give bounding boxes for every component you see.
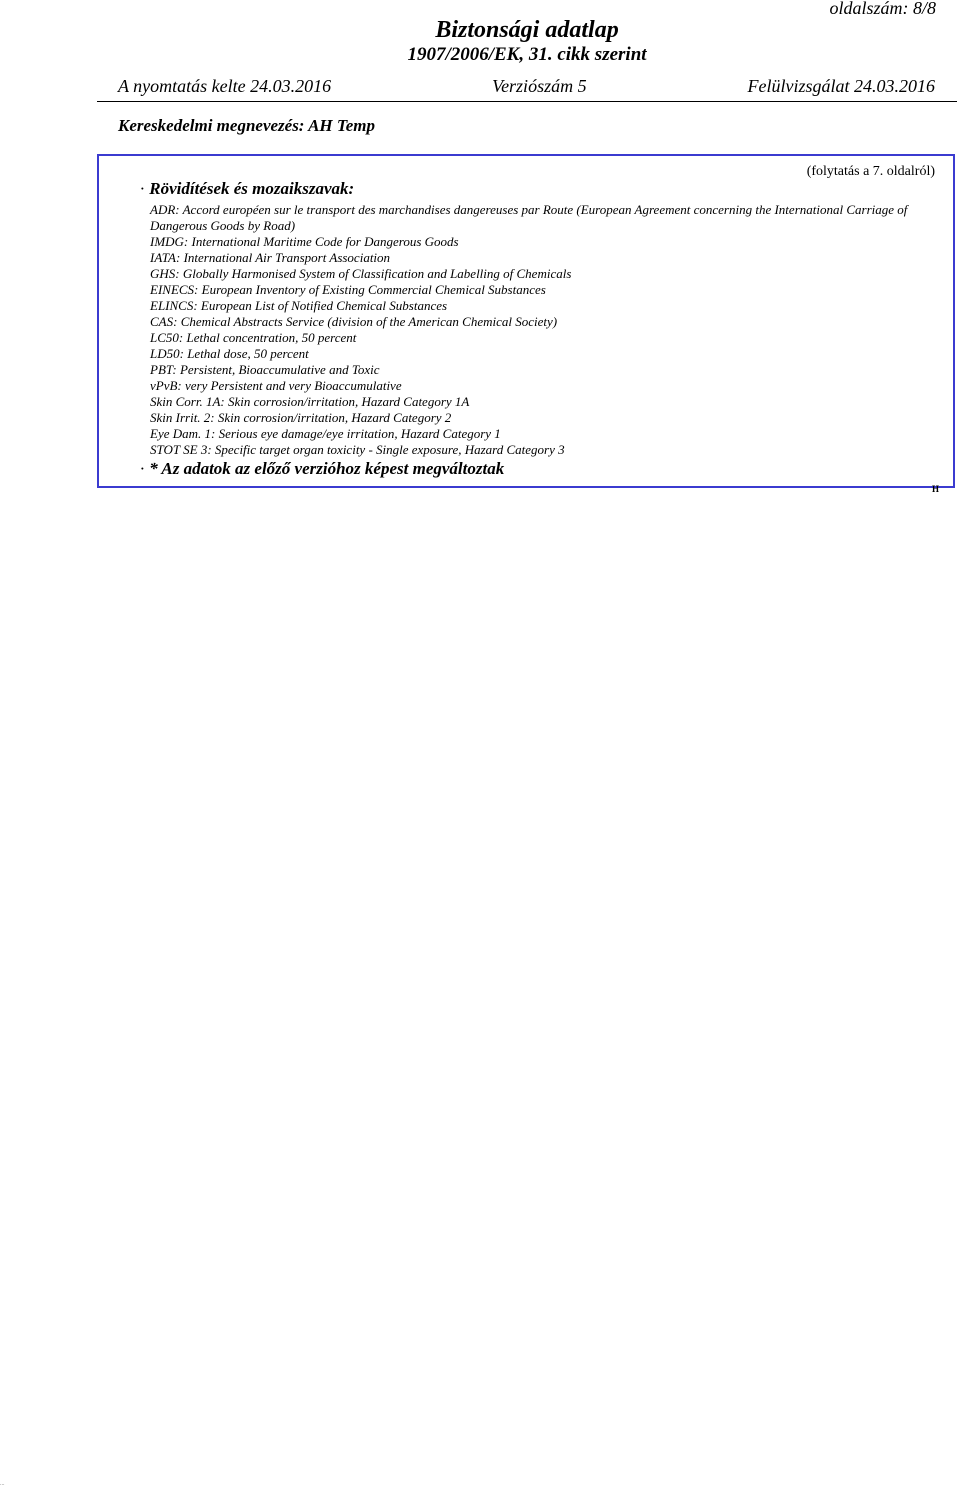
document-title: Biztonsági adatlap — [435, 17, 619, 43]
abbreviations-heading-text: Rövidítések és mozaikszavak: — [149, 179, 355, 198]
version-number: Verziószám 5 — [492, 76, 587, 96]
bullet-mark: · — [140, 459, 145, 478]
list-item: Eye Dam. 1: Serious eye damage/eye irritation, Hazard Category 1 — [150, 426, 501, 441]
continued-note: (folytatás a 7. oldalról) — [806, 164, 935, 179]
list-item: ELINCS: European List of Notified Chemical Substances — [150, 298, 448, 313]
abbreviations-heading — [140, 179, 354, 199]
list-item: vPvB: very Persistent and very Bioaccumulative — [150, 378, 402, 393]
changed-data-note — [140, 459, 504, 479]
page-number: oldalszám: 8/8 — [829, 0, 936, 18]
bullet-mark: · — [140, 179, 145, 198]
header-divider — [97, 101, 957, 102]
list-item: LD50: Lethal dose, 50 percent — [150, 346, 309, 361]
footer-mark: ... — [0, 1481, 5, 1487]
language-mark: H — [932, 484, 940, 494]
list-item: IMDG: International Maritime Code for Dangerous Goods — [150, 234, 459, 249]
changed-data-note-text: * Az adatok az előző verzióhoz képest megváltoztak — [149, 459, 505, 478]
list-item: CAS: Chemical Abstracts Service (division of the American Chemical Society) — [150, 314, 558, 329]
print-date: A nyomtatás kelte 24.03.2016 — [118, 76, 332, 96]
list-item: ADR: Accord européen sur le transport des marchandises dangereuses par Route (European Agreement concerning the International Carriage of Dangerous Goods by Road) — [150, 202, 908, 233]
list-item: LC50: Lethal concentration, 50 percent — [150, 330, 357, 345]
trade-name: Kereskedelmi megnevezés: AH Temp — [118, 116, 375, 135]
list-item: GHS: Globally Harmonised System of Classification and Labelling of Chemicals — [150, 266, 572, 281]
document-subtitle: 1907/2006/EK, 31. cikk szerint — [407, 44, 647, 65]
list-item: PBT: Persistent, Bioaccumulative and Toxic — [150, 362, 380, 377]
document-meta-row — [118, 75, 935, 97]
list-item: Skin Irrit. 2: Skin corrosion/irritation, Hazard Category 2 — [150, 410, 452, 425]
list-item: STOT SE 3: Specific target organ toxicity - Single exposure, Hazard Category 3 — [150, 442, 565, 457]
abbreviation-list — [150, 202, 940, 458]
list-item: EINECS: European Inventory of Existing Commercial Chemical Substances — [150, 282, 546, 297]
revision-date: Felülvizsgálat 24.03.2016 — [747, 76, 935, 96]
list-item: Skin Corr. 1A: Skin corrosion/irritation, Hazard Category 1A — [150, 394, 470, 409]
list-item: IATA: International Air Transport Association — [150, 250, 391, 265]
